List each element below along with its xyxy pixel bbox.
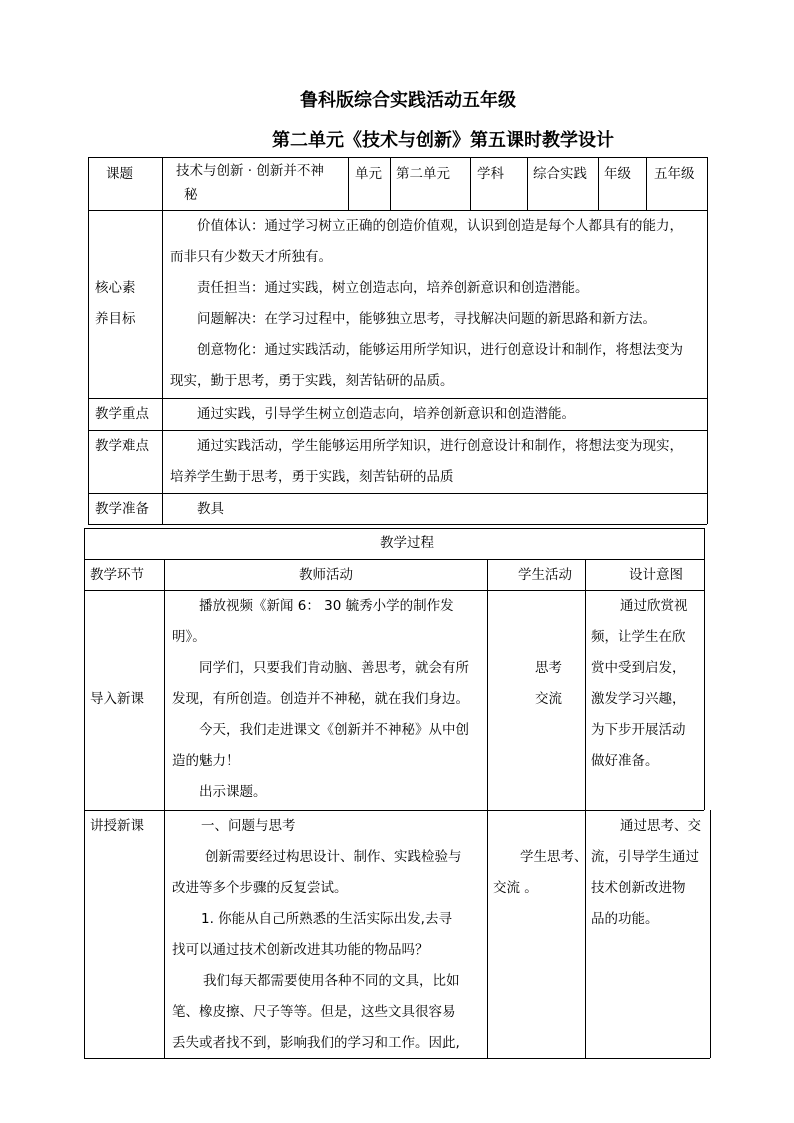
difficulty-text: 通过实践活动，学生能够运用所学知识，进行创意设计和制作，将想法变为现实， 培养学生勤于思考，勇于实践，刻苦钻研的品质 bbox=[170, 438, 683, 485]
header-teacher: 教师活动 bbox=[299, 567, 353, 583]
new-lesson-design-intent: 通过思考、交 流，引导学生通过 技术创新改进物 品的功能。 bbox=[591, 818, 701, 927]
intro-student-activity: 思考 交流 bbox=[535, 660, 562, 707]
grade-value: 五年级 bbox=[654, 166, 695, 182]
document-subtitle: 第二单元《技术与创新》第五课时教学设计 bbox=[272, 130, 614, 151]
lesson-value: 技术与创新 · 创新并不神 秘 bbox=[176, 163, 324, 203]
header-stage: 教学环节 bbox=[90, 567, 144, 583]
goals-text: 价值体认：通过学习树立正确的创造价值观，认识到创造是每个人都具有的能力， 而非只有少数天才所独有。 责任担当：通过实践，树立创造志向，培养创新意识和创造潜能。 问题解决：在学习过程中，能够独立思考，寻找解决问题的新思路和新方法。 创意物化：通过实践活动，能够运用所学知识，进行创意设计和制作，将想法变为 现实，勤于思考，勇于实践，刻苦钻研的品质。 bbox=[170, 218, 683, 389]
unit-value: 第二单元 bbox=[396, 166, 450, 182]
subject-value: 综合实践 bbox=[533, 166, 587, 182]
process-title: 教学过程 bbox=[380, 535, 434, 551]
key-point-label: 教学重点 bbox=[95, 406, 149, 422]
intro-teacher-activity: 播放视频《新闻 6： 30 毓秀小学的制作发 明》。 同学们，只要我们肯动脑、善思考，就会有所 发现，有所创造。创造并不神秘，就在我们身边。 今天，我们走进课文《创新并不神秘》从中创 造的魅力！ 出示课题。 bbox=[172, 598, 469, 800]
intro-stage: 导入新课 bbox=[90, 691, 144, 707]
unit-label: 单元 bbox=[355, 166, 382, 182]
document-title: 鲁科版综合实践活动五年级 bbox=[300, 90, 516, 111]
preparation-label: 教学准备 bbox=[95, 501, 149, 517]
new-lesson-stage: 讲授新课 bbox=[90, 818, 144, 834]
new-lesson-teacher-activity: 一、问题与思考 创新需要经过构思设计、制作、实践检验与 改进等多个步骤的反复尝试。 1. 你能从自己所熟悉的生活实际出发,去寻 找可以通过技术创新改进其功能的物品吗？ 我们每天都需要使用各种不同的文具，比如 笔、橡皮擦、尺子等等。但是，这些文具很容易 丢失或者找不到，影响我们的学习和工作。因此, bbox=[172, 818, 462, 1051]
key-point-text: 通过实践，引导学生树立创造志向，培养创新意识和创造潜能。 bbox=[197, 406, 575, 422]
lesson-label: 课题 bbox=[106, 166, 133, 182]
difficulty-label: 教学难点 bbox=[95, 438, 149, 454]
subject-label: 学科 bbox=[477, 166, 504, 182]
grade-label: 年级 bbox=[604, 166, 631, 182]
header-student: 学生活动 bbox=[518, 567, 572, 583]
header-intent: 设计意图 bbox=[629, 567, 683, 583]
preparation-text: 教具 bbox=[197, 501, 224, 517]
goals-label: 核心素 养目标 bbox=[95, 280, 136, 327]
new-lesson-student-activity: 学生思考、 交流 。 bbox=[493, 849, 588, 896]
intro-design-intent: 通过欣赏视 频，让学生在欣 赏中受到启发， 激发学习兴趣， 为下步开展活动 做好准备。 bbox=[591, 598, 688, 769]
